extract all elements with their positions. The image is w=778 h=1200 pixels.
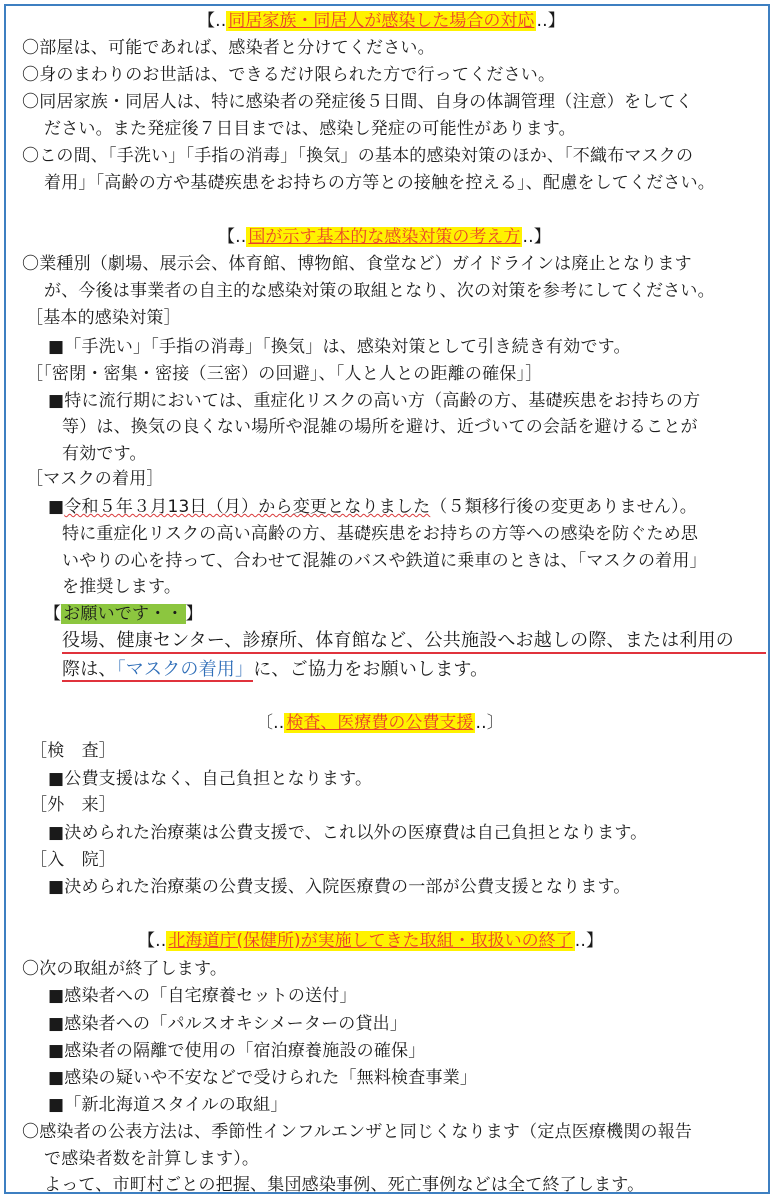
subheading-three-c: ［「密閉・密集・密接（三密）の回避」、「人と人との距離の確保」］: [26, 364, 543, 384]
list-item: ■感染者への「パルスオキシメーターの貸出」: [48, 1014, 408, 1034]
text-line: 〇部屋は、可能であれば、感染者と分けてください。: [22, 38, 435, 58]
subheading-inpatient: ［入 院］: [30, 850, 116, 870]
subheading-outpatient: ［外 来］: [30, 795, 116, 815]
text-line: 〇この間、「手洗い」「手指の消毒」「換気」の基本的感染対策のほか、「不織布マスクの: [22, 146, 694, 166]
text-line: いやりの心を持って、合わせて混雑のバスや鉄道に乗車のときは、「マスクの着用」: [62, 551, 707, 571]
list-item: ■「手洗い」「手指の消毒」「換気」は、感染対策として引き続き有効です。: [48, 337, 631, 357]
section-heading-public-support: 〔‥ 検査、医療費の公費支援 ‥〕: [256, 713, 504, 733]
text-line: を推奨します。: [62, 577, 182, 597]
text-line: ださい。また発症後７日目までは、感染し発症の可能性があります。: [44, 119, 576, 139]
text-line: 着用」「高齢の方や基礎疾患をお持ちの方等との接触を控える」、配慮をしてください。: [44, 173, 715, 193]
mask-change-date: 令和５年３月13日（月）から変更となりました: [64, 497, 431, 517]
heading-title: 北海道庁(保健所)が実施してきた取組・取扱いの終了: [168, 931, 573, 951]
request-text: 役場、健康センター、診療所、体育館など、公共施設へお越しの際、または利用の: [62, 630, 766, 654]
text-line: 特に重症化リスクの高い高齢の方、基礎疾患をお持ちの方等への感染を防ぐため思: [62, 524, 699, 544]
text-line: で感染者数を計算します）。: [44, 1149, 260, 1169]
list-item-mask-change: ■令和５年３月13日（月）から変更となりました（５類移行後の変更ありません）。: [48, 497, 697, 517]
list-item: ■特に流行期においては、重症化リスクの高い方（高齢の方、基礎疾患をお持ちの方: [48, 391, 701, 411]
text-line: 〇身のまわりのお世話は、できるだけ限られた方で行ってください。: [22, 65, 556, 85]
heading-title: 検査、医療費の公費支援: [286, 713, 474, 733]
text-line: よって、市町村ごとの把握、集団感染事例、死亡事例などは全て終了します。: [44, 1175, 645, 1195]
list-item: ■感染の疑いや不安などで受けられた「無料検査事業」: [48, 1068, 478, 1088]
subheading-basic-measures: ［基本的感染対策］: [26, 308, 181, 328]
request-badge: お願いです・・: [63, 604, 184, 624]
section-heading-hokkaido-end: 【‥ 北海道庁(保健所)が実施してきた取組・取扱いの終了 ‥】: [138, 931, 603, 951]
request-text-2: 際は、「マスクの着用」に、ご協力をお願いします。: [62, 659, 489, 680]
request-label: 【 お願いです・・ 】: [44, 604, 203, 624]
text-line: 等）は、換気の良くない場所や混雑の場所を避け、近づいての会話を避けることが: [62, 417, 698, 437]
text-line: 〇感染者の公表方法は、季節性インフルエンザと同じくなります（定点医療機関の報告: [22, 1122, 693, 1142]
text-line: 〇次の取組が終了します。: [22, 959, 228, 979]
text-line: 〇業種別（劇場、展示会、体育館、博物館、食堂など）ガイドラインは廃止となります: [22, 254, 692, 274]
subheading-testing: ［検 査］: [30, 741, 116, 761]
section-heading-household: 【‥ 同居家族・同居人が感染した場合の対応 ‥】: [198, 11, 565, 31]
heading-title: 国が示す基本的な感染対策の考え方: [248, 227, 521, 247]
list-item: ■決められた治療薬は公費支援で、これ以外の医療費は自己負担となります。: [48, 823, 648, 843]
list-item: ■決められた治療薬の公費支援、入院医療費の一部が公費支援となります。: [48, 877, 631, 897]
heading-title: 同居家族・同居人が感染した場合の対応: [228, 11, 535, 31]
text-line: 〇同居家族・同居人は、特に感染者の発症後５日間、自身の体調管理（注意）をしてく: [22, 92, 693, 112]
list-item: ■「新北海道スタイルの取組」: [48, 1095, 288, 1115]
text-line: が、今後は事業者の自主的な感染対策の取組となり、次の対策を参考にしてください。: [44, 281, 715, 301]
mask-emphasis: 「マスクの着用」: [116, 659, 254, 680]
section-heading-national-policy: 【‥ 国が示す基本的な感染対策の考え方 ‥】: [218, 227, 551, 247]
list-item: ■公費支援はなく、自己負担となります。: [48, 769, 373, 789]
list-item: ■感染者への「自宅療養セットの送付」: [48, 986, 357, 1006]
subheading-mask: ［マスクの着用］: [26, 469, 164, 489]
text-line: 有効です。: [62, 444, 147, 464]
list-item: ■感染者の隔離で使用の「宿泊療養施設の確保」: [48, 1041, 426, 1061]
